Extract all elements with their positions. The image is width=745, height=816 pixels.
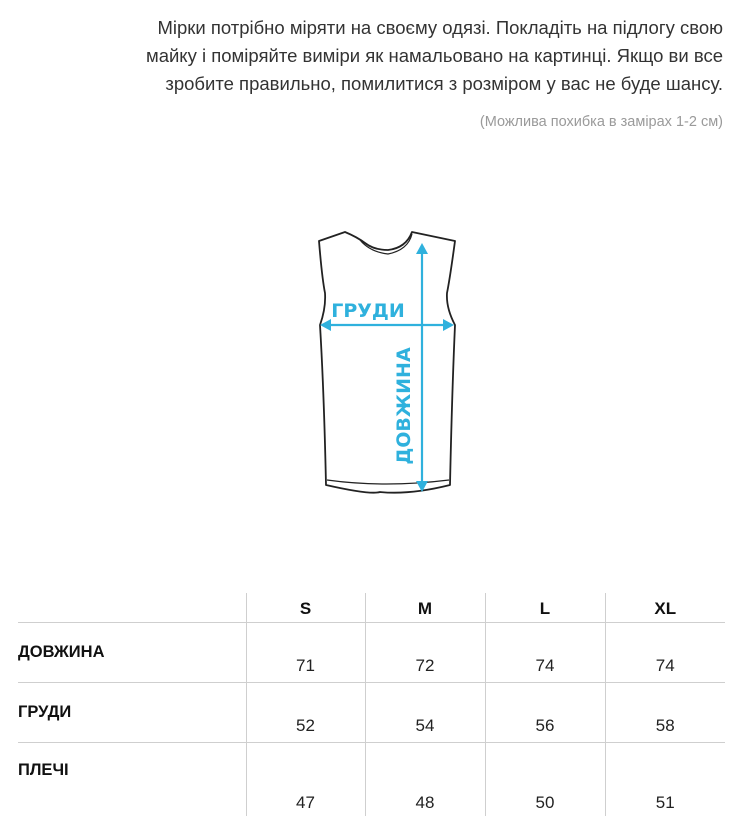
table-cell: 74 bbox=[605, 623, 725, 683]
size-header-xl: XL bbox=[605, 593, 725, 623]
table-header-empty bbox=[18, 593, 246, 623]
tank-top-illustration bbox=[300, 220, 470, 510]
table-cell: 72 bbox=[365, 623, 485, 683]
size-header-m: M bbox=[365, 593, 485, 623]
table-cell: 50 bbox=[485, 743, 605, 816]
table-row bbox=[18, 623, 725, 683]
table-cell: 48 bbox=[365, 743, 485, 816]
chest-label: ГРУДИ bbox=[331, 300, 405, 322]
size-chart-table bbox=[18, 593, 725, 816]
table-cell: 56 bbox=[485, 683, 605, 743]
row-label-shoulders: ПЛЕЧІ bbox=[18, 743, 246, 816]
tank-top-outline bbox=[319, 232, 455, 493]
table-cell: 71 bbox=[246, 623, 365, 683]
length-label: ДОВЖИНА bbox=[393, 347, 415, 465]
table-cell: 47 bbox=[246, 743, 365, 816]
length-arrow-head-top bbox=[416, 243, 428, 254]
tank-top-diagram bbox=[300, 220, 470, 510]
table-row bbox=[18, 683, 725, 743]
table-cell: 58 bbox=[605, 683, 725, 743]
measurement-error-note: (Можлива похибка в замірах 1-2 см) bbox=[480, 114, 723, 130]
table-row bbox=[18, 743, 725, 816]
table-cell: 52 bbox=[246, 683, 365, 743]
intro-line-1: Мірки потрібно міряти на своєму одязі. Покладіть на підлогу свою bbox=[43, 14, 723, 42]
row-label-chest: ГРУДИ bbox=[18, 683, 246, 743]
table-header-row bbox=[18, 593, 725, 623]
row-label-length: ДОВЖИНА bbox=[18, 623, 246, 683]
hem-line bbox=[327, 480, 449, 484]
size-header-l: L bbox=[485, 593, 605, 623]
size-header-s: S bbox=[246, 593, 365, 623]
table-cell: 54 bbox=[365, 683, 485, 743]
table-cell: 74 bbox=[485, 623, 605, 683]
intro-text bbox=[43, 14, 723, 98]
intro-line-2: майку і поміряйте виміри як намальовано на картинці. Якщо ви все bbox=[43, 42, 723, 70]
intro-line-3: зробите правильно, помилитися з розміром у вас не буде шансу. bbox=[43, 70, 723, 98]
table-cell: 51 bbox=[605, 743, 725, 816]
